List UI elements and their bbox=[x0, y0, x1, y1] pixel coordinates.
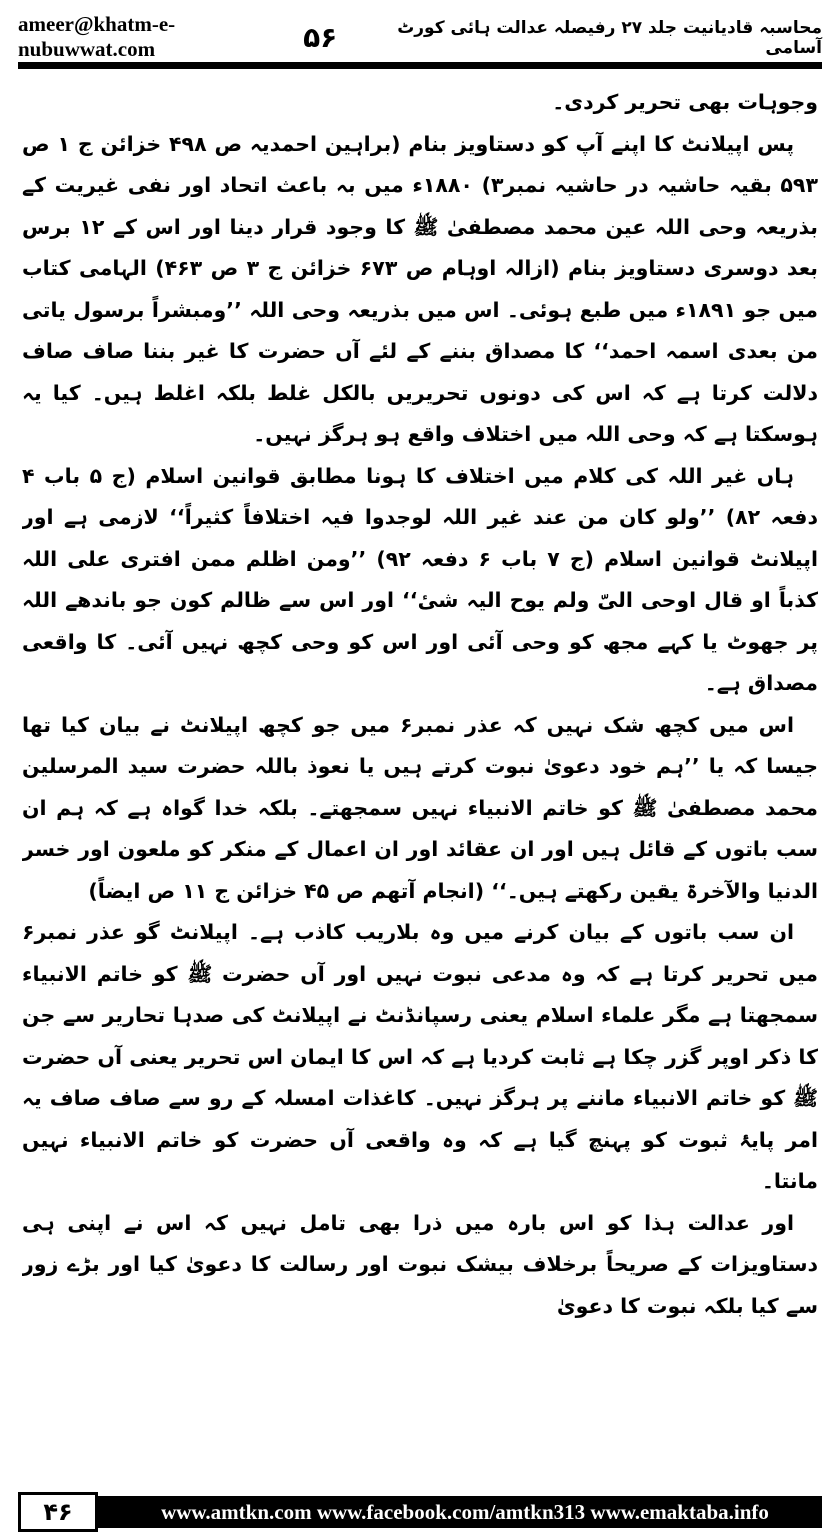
page-header bbox=[18, 14, 822, 60]
header-email: ameer@khatm-e-nubuwwat.com bbox=[18, 12, 176, 61]
header-rule bbox=[18, 62, 822, 69]
paragraph: ہاں غیر اللہ کی کلام میں اختلاف کا ہونا مطابق قوانین اسلام (ج ۵ باب ۴ دفعہ ۸۲) ’’ولو کان من عند غیر اللہ لوجدوا فیہ اختلافاً کثیراً‘‘ لازمی ہے اور اپیلانٹ قوانین اسلام (ج ۷ باب ۶ دفعہ ۹۲) ’’ومن اظلم ممن افتری علی اللہ کذباً او قال اوحی الیّ ولم یوح الیہ شیٔ‘‘ اور اس سے ظالم کون جو باندھے اللہ پر جھوٹ یا کہے مجھ کو وحی آئی اور اس کو وحی کچھ نہیں آئی۔ کا واقعی مصداق ہے۔ bbox=[22, 463, 818, 695]
footer-page-number: ۴۶ bbox=[18, 1492, 98, 1532]
footer-links: www.amtkn.com www.facebook.com/amtkn313 www.emaktaba.info bbox=[161, 1500, 769, 1524]
page-footer bbox=[18, 1492, 822, 1532]
paragraph: اور عدالت ہذا کو اس بارہ میں ذرا بھی تامل نہیں کہ اس نے اپنی ہی دستاویزات کے صریحاً برخلاف بیشک نبوت اور رسالت کا دعویٰ کیا اور بڑے زور سے کیا بلکہ نبوت کا دعویٰ bbox=[22, 1210, 818, 1318]
page-body bbox=[22, 82, 818, 1472]
header-page-number: ۵۶ bbox=[303, 20, 338, 54]
footer-bar bbox=[18, 1496, 822, 1528]
paragraph: وجوہات بھی تحریر کردی۔ bbox=[552, 90, 818, 114]
paragraph: ان سب باتوں کے بیان کرنے میں وہ بلاریب کاذب ہے۔ اپیلانٹ گو عذر نمبر۶ میں تحریر کرتا ہے کہ وہ مدعی نبوت نہیں اور آں حضرت ﷺ کو خاتم الانبیاء سمجھتا ہے مگر علماء اسلام یعنی رسپانڈنٹ نے اپیلانٹ کی صدہا تحاریر سے جن کا ذکر اوپر گزر چکا ہے ثابت کردیا ہے کہ اس کا ایمان اس تحریر یعنی آں حضرت ﷺ کو خاتم الانبیاء ماننے پر ہرگز نہیں۔ کاغذات امسلہ کے رو سے صاف صاف یہ امر پایۂ ثبوت کو پہنچ گیا ہے کہ وہ واقعی آں حضرت کو خاتم الانبیاء نہیں مانتا۔ bbox=[22, 920, 818, 1193]
header-title-group bbox=[303, 17, 822, 58]
paragraph: اس میں کچھ شک نہیں کہ عذر نمبر۶ میں جو کچھ اپیلانٹ نے بیان کیا تھا جیسا کہ یا ’’ہم خود دعویٰ نبوت کرتے ہیں یا نعوذ باللہ حضرت سید المرسلین محمد مصطفیٰ ﷺ کو خاتم الانبیاء نہیں سمجھتے۔ بلکہ خدا گواہ ہے کہ ہم ان سب باتوں کے قائل ہیں اور ان عقائد اور ان اعمال کے منکر کو ملعون اور خسر الدنیا والآخرۃ یقین رکھتے ہیں۔‘‘ (انجام آتھم ص ۴۵ خزائن ج ۱۱ ص ایضاً) bbox=[22, 712, 818, 903]
book-title: محاسبہ قادیانیت جلد ۲۷ رفیصلہ عدالت ہائی کورٹ آسامی bbox=[397, 17, 822, 58]
paragraph: پس اپیلانٹ کا اپنے آپ کو دستاویز بنام (براہین احمدیہ ص ۴۹۸ خزائن ج ۱ ص ۵۹۳ بقیہ حاشیہ در حاشیہ نمبر۳) ۱۸۸۰ء میں بہ باعث اتحاد اور نفی غیریت کے بذریعہ وحی اللہ عین محمد مصطفیٰ ﷺ کا وجود قرار دینا اور اس کے ۱۲ برس بعد دوسری دستاویز بنام (ازالہ اوہام ص ۶۷۳ خزائن ج ۳ ص ۴۶۳) الہامی کتاب میں جو ۱۸۹۱ء میں طبع ہوئی۔ اس میں بذریعہ وحی اللہ ’’ومبشراً برسول یاتی من بعدی اسمہ احمد‘‘ کا مصداق بننے کے لئے آں حضرت کا غیر بننا صاف صاف دلالت کرتا ہے کہ اس کی دونوں تحریریں بالکل غلط بلکہ اغلط ہیں۔ کیا یہ ہوسکتا ہے کہ وحی اللہ میں اختلاف واقع ہو ہرگز نہیں۔ bbox=[22, 131, 818, 446]
